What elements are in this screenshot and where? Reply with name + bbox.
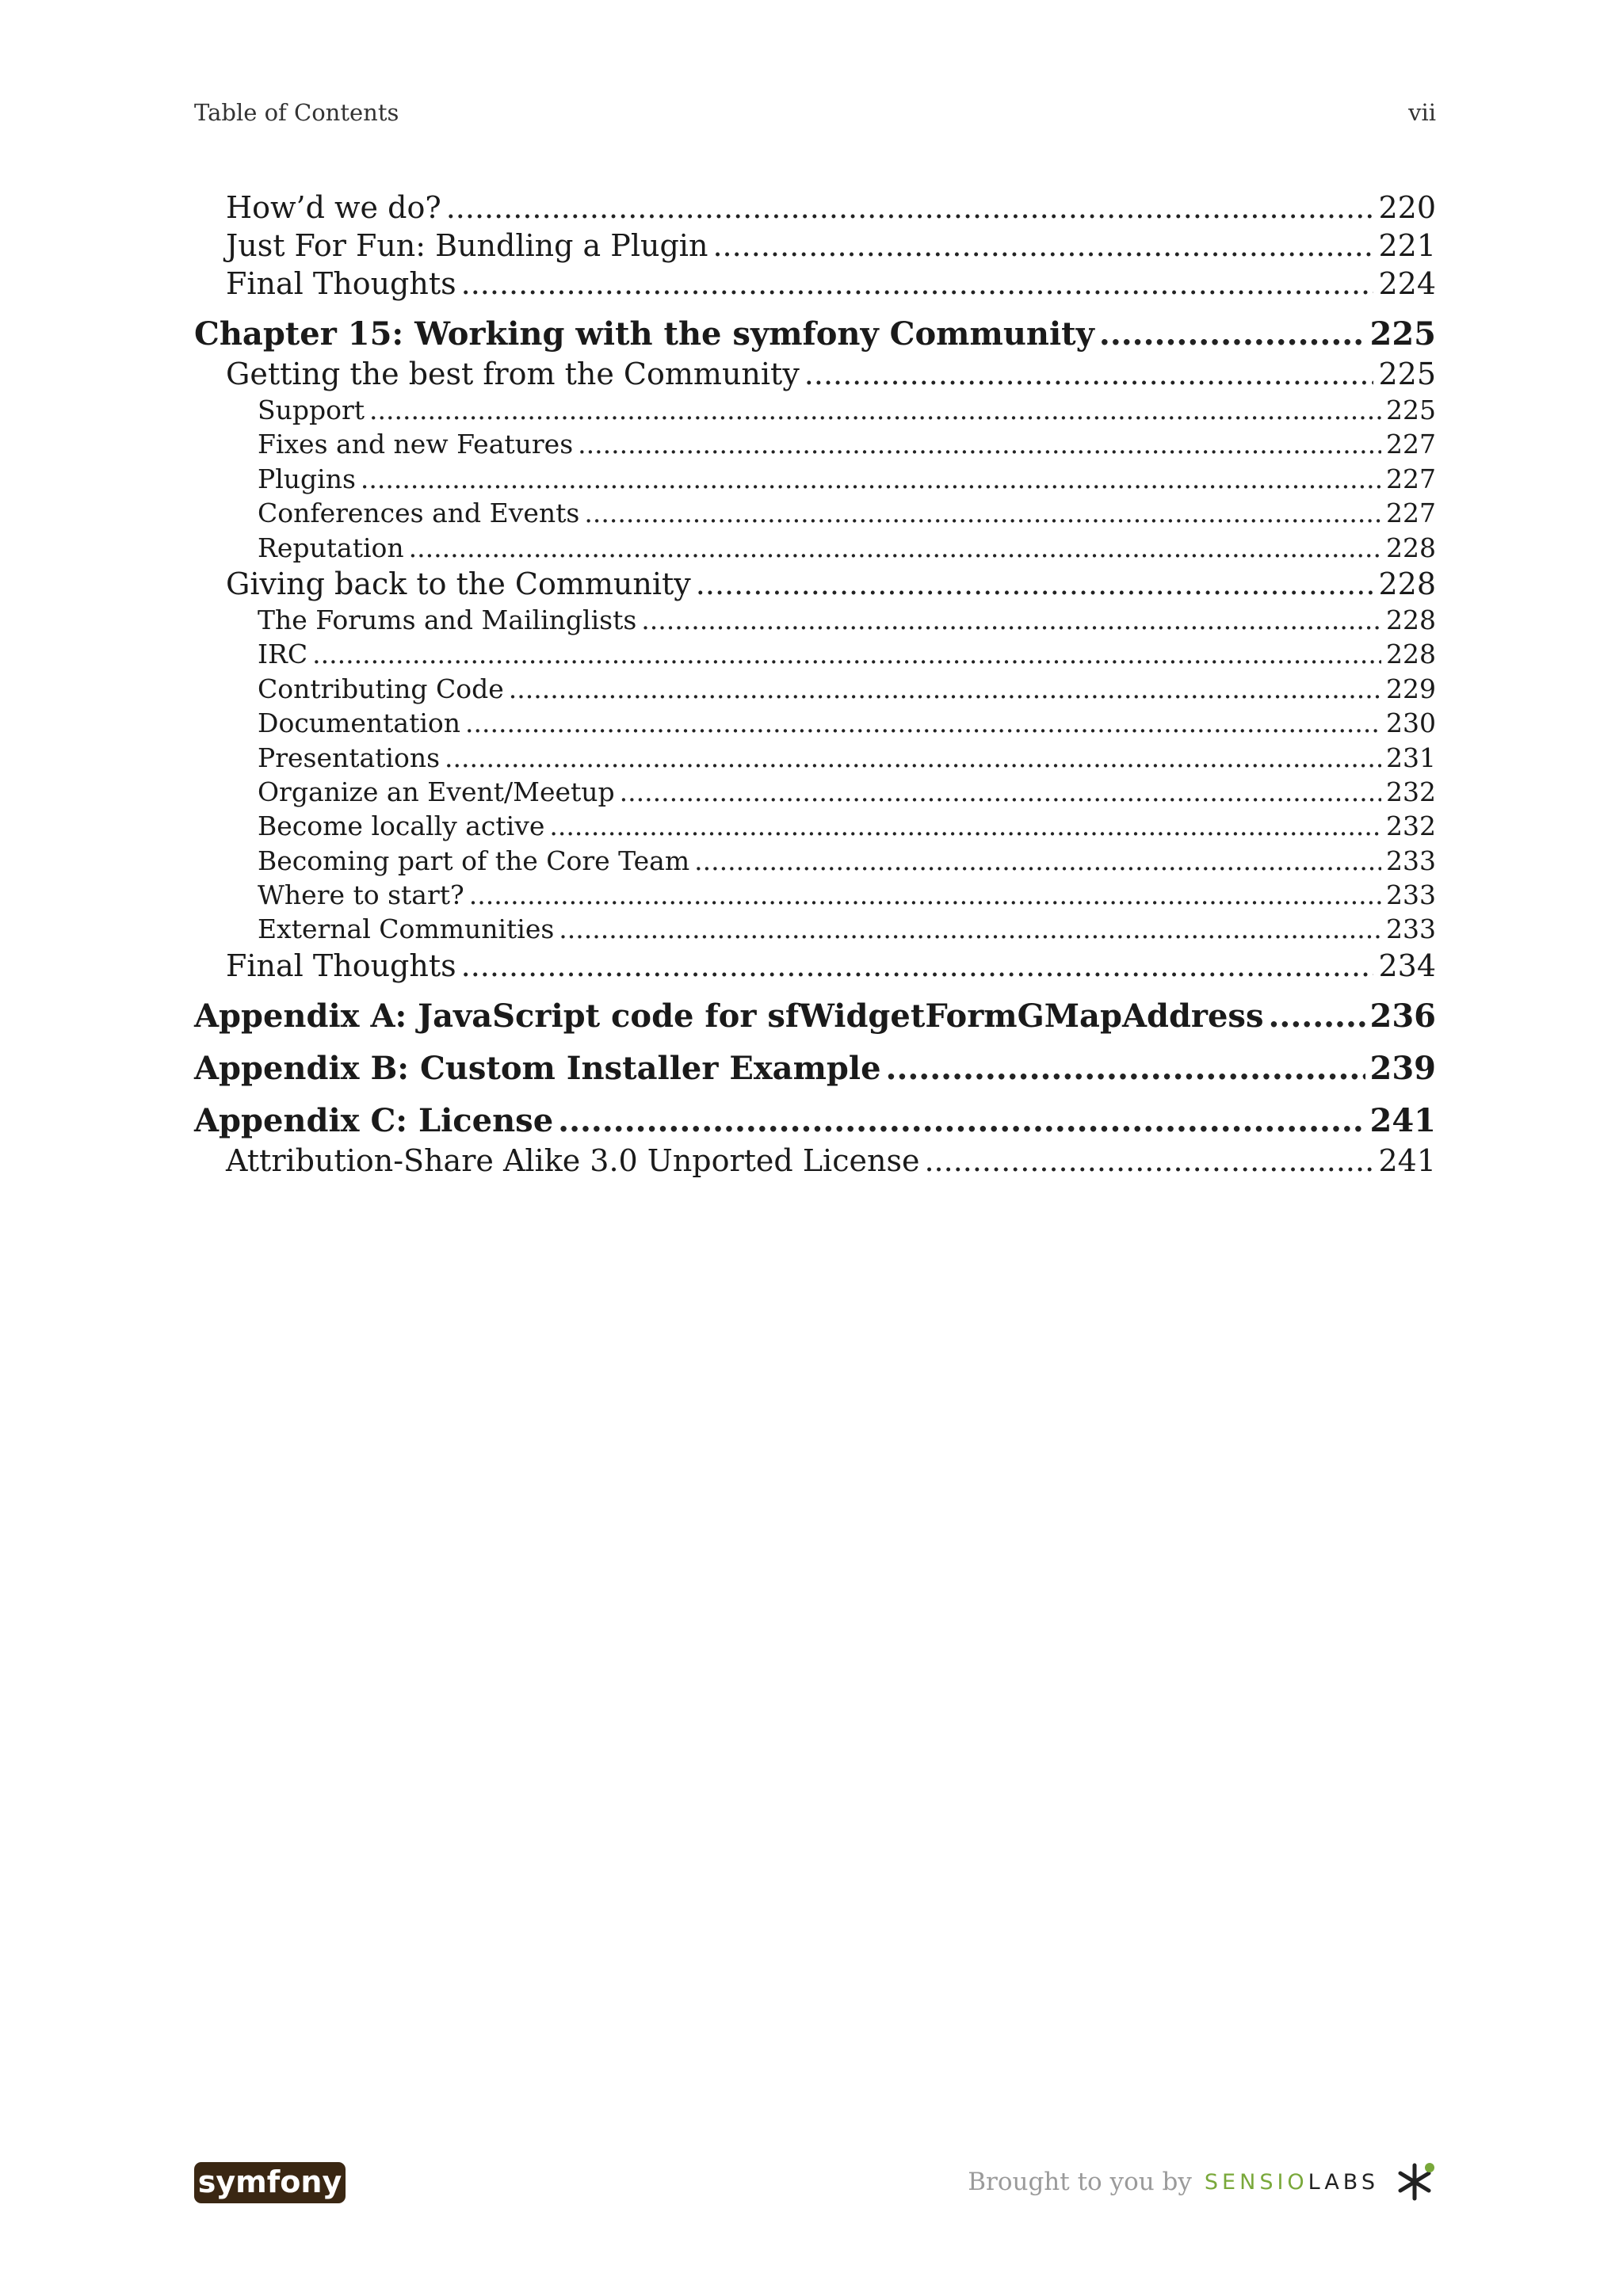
toc-chapter-entry[interactable] (194, 996, 1436, 1037)
toc-subsection-entry[interactable] (194, 878, 1436, 912)
toc-entry-page: 228 (1386, 604, 1436, 635)
dot-leader (1268, 996, 1365, 1037)
toc-subsection-entry[interactable] (194, 393, 1436, 427)
dot-leader (461, 265, 1374, 303)
brand-part-labs: LABS (1308, 2169, 1379, 2195)
dot-leader (696, 565, 1374, 603)
toc-entry-page: 239 (1369, 1049, 1436, 1087)
toc-entry-page: 231 (1386, 742, 1436, 773)
toc-entry-page: 220 (1378, 190, 1436, 225)
dot-leader (641, 603, 1381, 637)
toc-entry-title: IRC (258, 639, 308, 670)
toc-entry-page: 241 (1369, 1101, 1436, 1139)
dot-leader (409, 531, 1381, 565)
toc-entry-page: 229 (1386, 673, 1436, 704)
toc-section-entry[interactable] (194, 227, 1436, 265)
toc-entry-page: 232 (1386, 776, 1436, 807)
toc-entry-title: How’d we do? (226, 190, 441, 225)
header-title: Table of Contents (194, 99, 399, 126)
toc-entry-title: Giving back to the Community (226, 566, 691, 601)
toc-entry-page: 233 (1386, 913, 1436, 945)
toc-subsection-entry[interactable] (194, 844, 1436, 878)
dot-leader (558, 1100, 1365, 1142)
toc-chapter-entry[interactable] (194, 1100, 1436, 1142)
toc-entry-title: Appendix A: JavaScript code for sfWidgetFormGMapAddress (194, 997, 1264, 1035)
toc-entry-page: 230 (1386, 707, 1436, 739)
dot-leader (445, 741, 1381, 775)
symfony-logo: symfony (194, 2162, 346, 2203)
dot-leader (369, 393, 1381, 427)
toc-entry-title: Where to start? (258, 879, 464, 911)
toc-entry-title: Plugins (258, 463, 356, 494)
toc-entry-title: Chapter 15: Working with the symfony Community (194, 315, 1094, 353)
toc-entry-page: 221 (1378, 228, 1436, 263)
toc-entry-page: 227 (1386, 498, 1436, 529)
dot-leader (886, 1048, 1365, 1089)
toc-section-entry[interactable] (194, 947, 1436, 985)
toc-entry-page: 227 (1386, 463, 1436, 494)
toc-entry-title: Getting the best from the Community (226, 357, 800, 391)
toc-entry-title: Reputation (258, 532, 404, 563)
dot-leader (584, 496, 1381, 530)
toc-entry-page: 233 (1386, 845, 1436, 876)
toc-subsection-entry[interactable] (194, 809, 1436, 843)
dot-leader (620, 775, 1381, 809)
sensiolabs-wordmark (1205, 2170, 1379, 2195)
toc-subsection-entry[interactable] (194, 672, 1436, 706)
toc-entry-page: 228 (1386, 532, 1436, 563)
toc-entry-page: 241 (1378, 1142, 1436, 1178)
footer-credit (968, 2158, 1436, 2206)
dot-leader (694, 844, 1381, 878)
toc-entry-title: Become locally active (258, 810, 545, 842)
toc-entry-title: The Forums and Mailinglists (258, 604, 637, 635)
toc-entry-page: 225 (1386, 395, 1436, 425)
dot-leader (461, 947, 1374, 985)
toc-entry-title: Presentations (258, 742, 441, 773)
asterisk-icon (1393, 2161, 1436, 2203)
dot-leader (549, 809, 1381, 843)
toc-entry-title: Becoming part of the Core Team (258, 845, 690, 876)
brand-part-sensio: SENSIO (1204, 2169, 1308, 2195)
dot-leader (559, 912, 1381, 946)
dot-leader (312, 637, 1381, 671)
toc-subsection-entry[interactable] (194, 603, 1436, 637)
dot-leader (465, 706, 1381, 740)
toc-subsection-entry[interactable] (194, 775, 1436, 809)
toc-entry-title: Contributing Code (258, 673, 504, 704)
toc-entry-page: 233 (1386, 879, 1436, 911)
toc-subsection-entry[interactable] (194, 912, 1436, 946)
dot-leader (469, 878, 1381, 912)
dot-leader (446, 189, 1374, 227)
dot-leader (578, 427, 1381, 461)
toc-entry-page: 224 (1378, 266, 1436, 301)
dot-leader (509, 672, 1381, 706)
dot-leader (361, 462, 1381, 496)
toc-subsection-entry[interactable] (194, 427, 1436, 461)
toc-section-entry[interactable] (194, 355, 1436, 393)
dot-leader (924, 1142, 1373, 1180)
toc-subsection-entry[interactable] (194, 462, 1436, 496)
header-page-number: vii (1408, 99, 1436, 126)
toc-entry-title: Just For Fun: Bundling a Plugin (226, 228, 708, 263)
toc-chapter-entry[interactable] (194, 314, 1436, 355)
toc-section-entry[interactable] (194, 189, 1436, 227)
toc-entry-title: Final Thoughts (226, 948, 456, 983)
toc-entry-page: 232 (1386, 810, 1436, 842)
toc-entry-page: 236 (1369, 997, 1436, 1035)
toc-subsection-entry[interactable] (194, 706, 1436, 740)
toc-entry-page: 225 (1378, 357, 1436, 391)
running-header (194, 99, 1436, 131)
toc-entry-page: 234 (1378, 948, 1436, 983)
toc-entry-title: Organize an Event/Meetup (258, 776, 615, 807)
toc-entry-page: 225 (1369, 315, 1436, 353)
toc-entry-title: Appendix C: License (194, 1101, 554, 1139)
toc-entry-page: 228 (1378, 566, 1436, 601)
dot-leader (1099, 314, 1365, 355)
credit-text: Brought to you by (968, 2168, 1192, 2196)
toc-chapter-entry[interactable] (194, 1048, 1436, 1089)
table-of-contents (194, 189, 1436, 1180)
toc-entry-title: External Communities (258, 913, 555, 945)
toc-entry-title: Support (258, 395, 365, 425)
dot-leader (804, 355, 1374, 393)
toc-entry-title: Fixes and new Features (258, 429, 574, 460)
toc-subsection-entry[interactable] (194, 531, 1436, 565)
toc-subsection-entry[interactable] (194, 741, 1436, 775)
toc-entry-title: Conferences and Events (258, 498, 580, 529)
toc-subsection-entry[interactable] (194, 637, 1436, 671)
toc-entry-title: Appendix B: Custom Installer Example (194, 1049, 881, 1087)
dot-leader (712, 227, 1373, 265)
toc-entry-title: Final Thoughts (226, 266, 456, 301)
toc-section-entry[interactable] (194, 265, 1436, 303)
toc-section-entry[interactable] (194, 565, 1436, 603)
toc-entry-title: Attribution-Share Alike 3.0 Unported License (226, 1142, 920, 1178)
toc-subsection-entry[interactable] (194, 496, 1436, 530)
toc-entry-title: Documentation (258, 707, 461, 739)
toc-entry-page: 228 (1386, 639, 1436, 670)
toc-section-entry[interactable] (194, 1142, 1436, 1180)
toc-entry-page: 227 (1386, 429, 1436, 460)
